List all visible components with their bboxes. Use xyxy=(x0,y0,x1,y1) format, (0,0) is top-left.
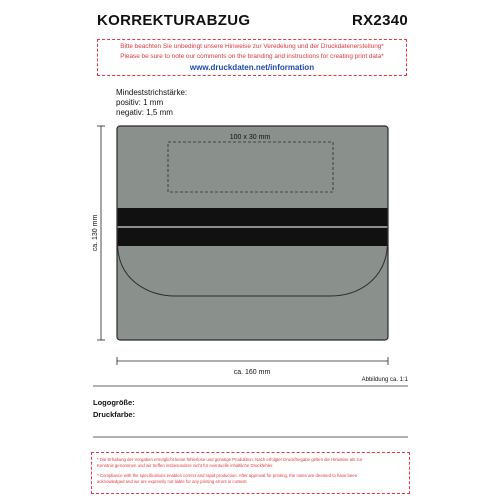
print-color-label: Druckfarbe: xyxy=(93,410,136,419)
page-title: KORREKTURABZUG xyxy=(97,12,251,29)
height-label: ca. 130 mm xyxy=(92,214,99,252)
disclaimer-de-line1: * Die Erhaltung der Vorgaben ermöglicht keine fehlerlose und günstige Produktion. Nach erfolgter Druckfreigabe gelten die Hinweise als zur xyxy=(97,457,363,462)
disclaimer-box xyxy=(91,452,410,494)
min-stroke-negative: negativ: 1,5 mm xyxy=(116,108,173,117)
disclaimer-en-line2: acknowledged and we are expressly not liable for any printing errors in content. xyxy=(97,479,248,484)
min-stroke-positive: positiv: 1 mm xyxy=(116,98,164,107)
disclaimer-de-line2: Kenntnis genommen und wir treffen insbesondere nicht für eventuelle inhaltliche Druckfehler. xyxy=(97,463,274,468)
disclaimer-en-line1: * Compliance with the specifications enables correct and rapid production. After approval for printing, the notes are deemed to have been xyxy=(97,473,358,478)
width-label: ca. 160 mm xyxy=(233,369,271,376)
scale-label: Abbildung ca. 1:1 xyxy=(361,377,408,383)
print-area-label: 100 x 30 mm xyxy=(229,134,271,141)
logo-size-label: Logogröße: xyxy=(93,398,135,407)
notice-german: Bitte beachten Sie unbedingt unsere Hinweise zur Veredelung und der Druckdatenerstellung* xyxy=(120,43,384,50)
product-code: RX2340 xyxy=(351,12,408,29)
print-data-link[interactable]: www.druckdaten.net/information xyxy=(189,63,315,72)
min-stroke-heading: Mindeststrichstärke: xyxy=(116,88,188,97)
notice-english: Please be sure to note our comments on the branding and instructions for creating print data* xyxy=(120,53,384,60)
